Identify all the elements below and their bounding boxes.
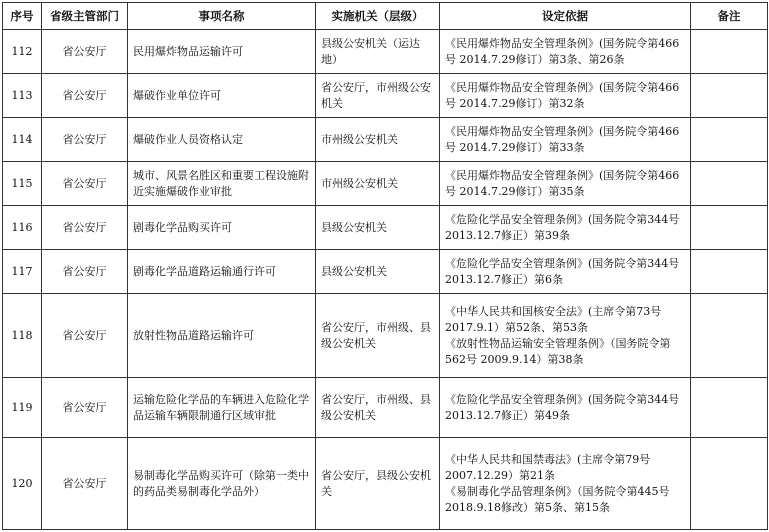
header-name: 事项名称 xyxy=(128,3,316,30)
basis-line: 《危险化学品安全管理条例》(国务院令第344号 2013.12.7修正）第39条 xyxy=(445,212,680,242)
cell-org: 县级公安机关（运达地） xyxy=(316,30,440,74)
cell-note xyxy=(691,74,768,118)
cell-note xyxy=(691,378,768,438)
basis-line: 《放射性物品运输安全管理条例》（国务院令第562号 2009.9.14）第38条 xyxy=(445,336,671,366)
cell-no: 118 xyxy=(3,294,42,378)
basis-line: 《易制毒化学品管理条例》（国务院令第445号 2018.9.18修改）第5条、第15条 xyxy=(445,484,670,514)
cell-note xyxy=(691,206,768,250)
cell-basis xyxy=(440,206,691,250)
cell-org: 市州级公安机关 xyxy=(316,162,440,206)
cell-no: 119 xyxy=(3,378,42,438)
cell-basis xyxy=(440,74,691,118)
cell-no: 116 xyxy=(3,206,42,250)
cell-dept: 省公安厅 xyxy=(42,378,128,438)
cell-dept: 省公安厅 xyxy=(42,438,128,530)
table-row xyxy=(3,438,768,530)
licensing-table xyxy=(2,2,768,530)
cell-basis xyxy=(440,378,691,438)
header-dept: 省级主管部门 xyxy=(42,3,128,30)
cell-dept: 省公安厅 xyxy=(42,294,128,378)
cell-no: 112 xyxy=(3,30,42,74)
cell-dept: 省公安厅 xyxy=(42,74,128,118)
cell-org: 省公安厅，市州级公安机关 xyxy=(316,74,440,118)
cell-name: 易制毒化学品购买许可（除第一类中的药品类易制毒化学品外） xyxy=(128,438,316,530)
cell-name: 爆破作业人员资格认定 xyxy=(128,118,316,162)
basis-line: 《民用爆炸物品安全管理条例》(国务院令第466号 2014.7.29修订）第35条 xyxy=(445,168,680,198)
cell-basis xyxy=(440,30,691,74)
table-row xyxy=(3,378,768,438)
cell-note xyxy=(691,250,768,294)
cell-basis xyxy=(440,438,691,530)
table-row xyxy=(3,162,768,206)
header-basis: 设定依据 xyxy=(440,3,691,30)
header-note: 备注 xyxy=(691,3,768,30)
cell-org: 省公安厅，市州级、县级公安机关 xyxy=(316,378,440,438)
cell-note xyxy=(691,118,768,162)
table-header-row xyxy=(3,3,768,30)
cell-dept: 省公安厅 xyxy=(42,206,128,250)
table-row xyxy=(3,30,768,74)
cell-note xyxy=(691,294,768,378)
cell-note xyxy=(691,30,768,74)
table-row xyxy=(3,294,768,378)
cell-no: 115 xyxy=(3,162,42,206)
basis-line: 《民用爆炸物品安全管理条例》(国务院令第466号 2014.7.29修订）第32条 xyxy=(445,80,680,110)
cell-org: 县级公安机关 xyxy=(316,250,440,294)
table-row xyxy=(3,250,768,294)
table-row xyxy=(3,206,768,250)
cell-name: 爆破作业单位许可 xyxy=(128,74,316,118)
basis-line: 《民用爆炸物品安全管理条例》(国务院令第466号 2014.7.29修订）第3条、第26条 xyxy=(445,36,680,66)
cell-name: 民用爆炸物品运输许可 xyxy=(128,30,316,74)
cell-no: 113 xyxy=(3,74,42,118)
cell-dept: 省公安厅 xyxy=(42,162,128,206)
table-row xyxy=(3,74,768,118)
basis-line: 《危险化学品安全管理条例》(国务院令第344号 2013.12.7修正）第6条 xyxy=(445,256,680,286)
table-row xyxy=(3,118,768,162)
cell-basis xyxy=(440,294,691,378)
cell-name: 城市、风景名胜区和重要工程设施附近实施爆破作业审批 xyxy=(128,162,316,206)
cell-note xyxy=(691,162,768,206)
cell-basis xyxy=(440,118,691,162)
cell-name: 剧毒化学品购买许可 xyxy=(128,206,316,250)
cell-org: 省公安厅，县级公安机关 xyxy=(316,438,440,530)
cell-no: 114 xyxy=(3,118,42,162)
cell-name: 放射性物品道路运输许可 xyxy=(128,294,316,378)
cell-org: 市州级公安机关 xyxy=(316,118,440,162)
basis-line: 《民用爆炸物品安全管理条例》(国务院令第466号 2014.7.29修订）第33条 xyxy=(445,124,680,154)
cell-dept: 省公安厅 xyxy=(42,250,128,294)
cell-name: 运输危险化学品的车辆进入危险化学品运输车辆限制通行区域审批 xyxy=(128,378,316,438)
cell-no: 117 xyxy=(3,250,42,294)
cell-dept: 省公安厅 xyxy=(42,30,128,74)
header-no: 序号 xyxy=(3,3,42,30)
header-org: 实施机关（层级） xyxy=(316,3,440,30)
basis-line: 《中华人民共和国禁毒法》(主席令第79号 2007.12.29）第21条 xyxy=(445,452,651,482)
cell-note xyxy=(691,438,768,530)
cell-name: 剧毒化学品道路运输通行许可 xyxy=(128,250,316,294)
cell-org: 省公安厅，市州级、县级公安机关 xyxy=(316,294,440,378)
cell-dept: 省公安厅 xyxy=(42,118,128,162)
cell-basis xyxy=(440,250,691,294)
cell-basis xyxy=(440,162,691,206)
cell-no: 120 xyxy=(3,438,42,530)
basis-line: 《中华人民共和国核安全法》(主席令第73号 2017.9.1）第52条、第53条 xyxy=(445,304,662,334)
basis-line: 《危险化学品安全管理条例》(国务院令第344号 2013.12.7修正）第49条 xyxy=(445,392,680,422)
cell-org: 县级公安机关 xyxy=(316,206,440,250)
